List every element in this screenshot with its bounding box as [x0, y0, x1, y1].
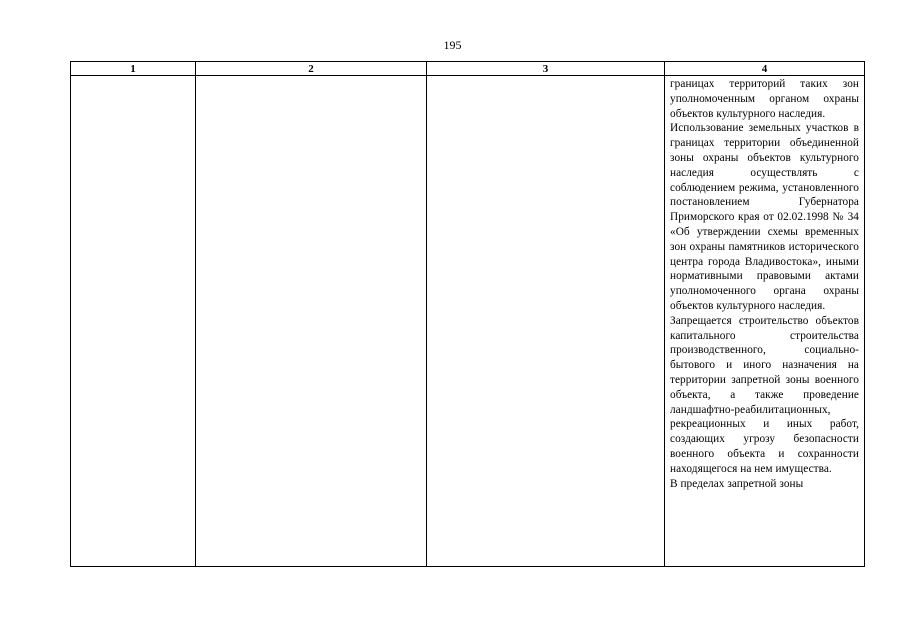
- table-header-row: [71, 62, 865, 76]
- table-cell-col1: [71, 76, 196, 567]
- table-cell-col3: [427, 76, 665, 567]
- column-header-4: 4: [665, 62, 865, 76]
- paragraph-construction-prohibition: Запрещается строительство объектов капитального строительства производственного, социально-бытового и иного назначения на территории запретной зоны военного объекта, а также проведение ландшафтно-реабилитационных, рекреационных и иных работ, создающих угрозу безопасности военного объекта и сохранности находящегося на нем имущества.: [670, 314, 859, 475]
- document-table: [70, 61, 865, 567]
- page-number: 195: [443, 38, 462, 52]
- column-header-2: 2: [196, 62, 427, 76]
- table-cell-col4: [665, 76, 865, 567]
- paragraph-land-use: Использование земельных участков в границах территории объединенной зоны охраны объектов культурного наследия осуществлять с соблюдением режима, установленного постановлением Губернатора Приморского края от 02.02.1998 № 34 «Об утверждении схемы временных зон охраны памятников исторического центра города Владивостока», иными нормативными правовыми актами уполномоченного органа охраны объектов культурного наследия.: [670, 122, 859, 312]
- paragraph-restricted-zone: В пределах запретной зоны: [670, 477, 804, 490]
- column-header-3: 3: [427, 62, 665, 76]
- table-cell-col2: [196, 76, 427, 567]
- table-row: [71, 76, 865, 567]
- paragraph-zone-boundaries: границах территорий таких зон уполномоченным органом охраны объектов культурного наследия.: [670, 78, 859, 120]
- cell-text-block: [665, 76, 864, 491]
- column-header-1: 1: [71, 62, 196, 76]
